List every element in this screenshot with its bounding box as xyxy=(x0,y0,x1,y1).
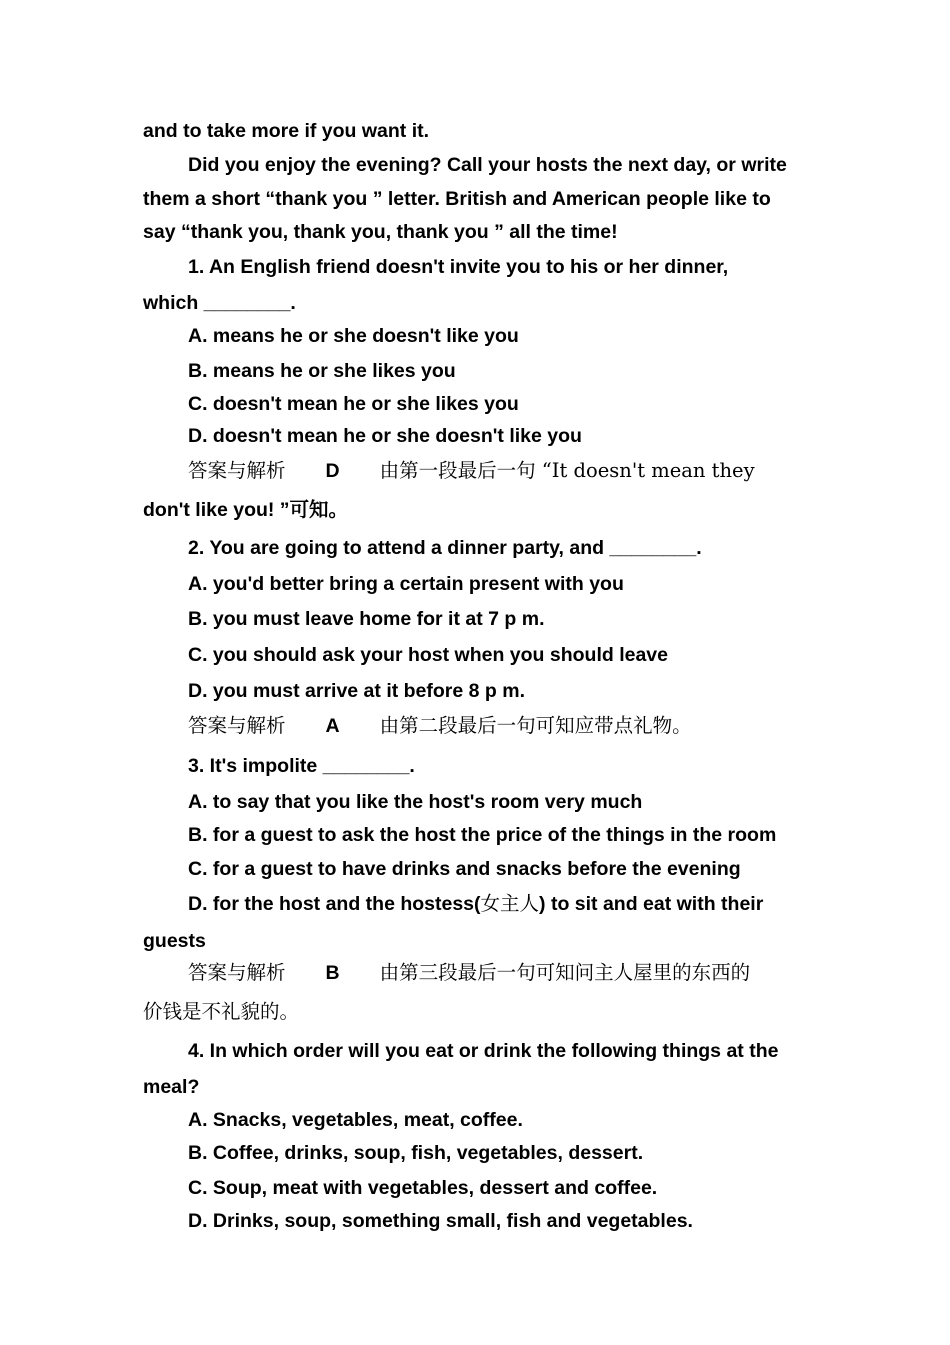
question-3-answer xyxy=(188,961,918,985)
answer-letter: B xyxy=(325,962,340,984)
answer-letter: D xyxy=(325,460,340,482)
question-3-option-b: B. for a guest to ask the host the price of the things in the room xyxy=(188,824,777,846)
question-3-explanation-cont: 价钱是不礼貌的。 xyxy=(143,1000,300,1023)
question-2-option-b: B. you must leave home for it at 7 p m. xyxy=(188,608,545,630)
question-4-option-d: D. Drinks, soup, something small, fish and vegetables. xyxy=(188,1210,693,1232)
question-2-answer xyxy=(188,714,918,738)
question-1-option-b: B. means he or she likes you xyxy=(188,360,456,382)
question-4-option-b: B. Coffee, drinks, soup, fish, vegetables, dessert. xyxy=(188,1142,644,1164)
option-annotation: 女主人 xyxy=(480,892,540,915)
question-1-option-a: A. means he or she doesn't like you xyxy=(188,325,519,347)
explanation: 由第三段最后一句可知问主人屋里的东西的 xyxy=(379,961,751,984)
question-4-stem-cont: meal? xyxy=(143,1076,200,1098)
question-1-stem: 1. An English friend doesn't invite you to his or her dinner, xyxy=(188,256,729,278)
question-1-option-d: D. doesn't mean he or she doesn't like you xyxy=(188,425,582,447)
question-1-stem-cont: which ________. xyxy=(143,292,296,314)
question-1-explanation-cont: don't like you! ”可知。 xyxy=(143,499,349,521)
question-2-option-a: A. you'd better bring a certain present with you xyxy=(188,573,624,595)
question-2-option-c: C. you should ask your host when you should leave xyxy=(188,644,668,666)
explanation: 由第二段最后一句可知应带点礼物。 xyxy=(379,714,692,737)
passage-line: them a short “thank you ” letter. British and American people like to xyxy=(143,188,771,210)
question-2-option-d: D. you must arrive at it before 8 p m. xyxy=(188,680,526,702)
passage-line: Did you enjoy the evening? Call your hosts the next day, or write xyxy=(188,154,787,176)
question-3-option-d-cont: guests xyxy=(143,930,206,952)
question-2-stem: 2. You are going to attend a dinner party, and ________. xyxy=(188,537,702,559)
passage-line: say “thank you, thank you, thank you ” all the time! xyxy=(143,221,618,243)
answer-letter: A xyxy=(325,715,340,737)
question-4-option-c: C. Soup, meat with vegetables, dessert and coffee. xyxy=(188,1177,658,1199)
question-3-stem: 3. It's impolite ________. xyxy=(188,755,415,777)
question-3-option-d xyxy=(188,892,918,916)
answer-label: 答案与解析 xyxy=(188,961,286,984)
question-4-stem: 4. In which order will you eat or drink the following things at the xyxy=(188,1040,779,1062)
question-1-option-c: C. doesn't mean he or she likes you xyxy=(188,393,519,415)
answer-label: 答案与解析 xyxy=(188,714,286,737)
option-text: D. for the host and the hostess( xyxy=(188,893,481,915)
question-3-option-a: A. to say that you like the host's room very much xyxy=(188,791,643,813)
answer-label: 答案与解析 xyxy=(188,459,286,482)
question-1-answer xyxy=(188,459,918,483)
question-4-option-a: A. Snacks, vegetables, meat, coffee. xyxy=(188,1109,523,1131)
explanation: 由第一段最后一句 “It doesn't mean they xyxy=(379,459,755,482)
passage-line: and to take more if you want it. xyxy=(143,120,430,142)
option-text: ) to sit and eat with their xyxy=(539,893,764,915)
question-3-option-c: C. for a guest to have drinks and snacks before the evening xyxy=(188,858,741,880)
